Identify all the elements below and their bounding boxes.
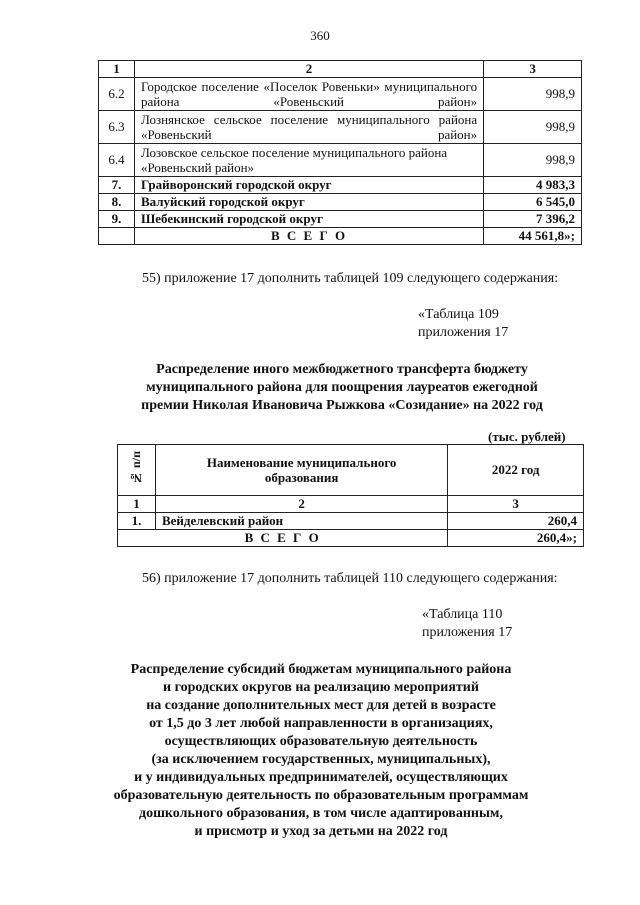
title-line: образовательную деятельность по образовательным программам: [113, 788, 529, 803]
row-name: Валуйский городской округ: [134, 194, 483, 211]
title-line: и у индивидуальных предпринимателей, осуществляющих: [134, 770, 508, 785]
header-name-line1: Наименование муниципального: [206, 455, 397, 470]
total-row: [118, 530, 584, 547]
continued-allocation-table: [98, 60, 582, 245]
total-label: В С Е Г О: [118, 530, 448, 547]
row-value: 998,9: [484, 111, 582, 144]
row-number: 6.4: [99, 144, 135, 177]
table-row: [99, 194, 582, 211]
row-number: 6.3: [99, 111, 135, 144]
title-line: и городских округов на реализацию мероприятий: [163, 680, 479, 695]
title-line: дошкольного образования, в том числе адаптированным,: [139, 806, 503, 821]
header-col-3: 3: [484, 61, 582, 78]
header-name-line2: образования: [264, 470, 339, 485]
table-110-ref-line2: приложения 17: [422, 625, 513, 640]
title-line: премии Николая Ивановича Рыжкова «Созидание» на 2022 год: [141, 398, 543, 413]
title-line: муниципального района для поощрения лауреатов ежегодной: [146, 380, 538, 395]
row-value: 6 545,0: [484, 194, 582, 211]
title-line: на создание дополнительных мест для детей в возрасте: [146, 698, 496, 713]
table-row: [99, 144, 582, 177]
total-value: 260,4»;: [448, 530, 584, 547]
total-value: 44 561,8»;: [484, 228, 582, 245]
header-year: 2022 год: [448, 445, 584, 496]
table-row: [118, 513, 584, 530]
table-109-reference: [418, 306, 508, 342]
row-number: 6.2: [99, 78, 135, 111]
paragraph-55: 55) приложение 17 дополнить таблицей 109 следующего содержания:: [142, 271, 559, 286]
row-name: Вейделевский район: [155, 513, 447, 530]
row-name: Лознянское сельское поселение муниципального района «Ровеньский район»: [134, 111, 483, 144]
title-line: и присмотр и уход за детьми на 2022 год: [194, 824, 448, 839]
header-name: [155, 445, 447, 496]
total-empty-cell: [99, 228, 135, 245]
table-109: [117, 444, 584, 547]
title-line: от 1,5 до 3 лет любой направленности в организациях,: [149, 716, 493, 731]
row-name: Городское поселение «Поселок Ровеньки» муниципального района «Ровеньский район»: [134, 78, 483, 111]
row-value: 998,9: [484, 78, 582, 111]
header-col-1: 1: [99, 61, 135, 78]
row-number: 7.: [99, 177, 135, 194]
title-line: Распределение субсидий бюджетам муниципального района: [130, 662, 512, 677]
paragraph-56: 56) приложение 17 дополнить таблицей 110 следующего содержания:: [142, 571, 558, 586]
table-109-ref-line2: приложения 17: [418, 325, 509, 340]
table-column-numbers-row: [118, 496, 584, 513]
col-number-2: 2: [155, 496, 447, 513]
row-value: 998,9: [484, 144, 582, 177]
header-number-cell: [118, 445, 156, 496]
title-line: осуществляющих образовательную деятельность: [164, 734, 478, 749]
table-row: [99, 211, 582, 228]
table-110-ref-line1: «Таблица 110: [422, 607, 503, 622]
row-value: 7 396,2: [484, 211, 582, 228]
col-number-1: 1: [118, 496, 156, 513]
row-number: 1.: [118, 513, 156, 530]
col-number-3: 3: [448, 496, 584, 513]
row-name: Грайворонский городской округ: [134, 177, 483, 194]
table-header-row: [118, 445, 584, 496]
table-110-reference: [422, 606, 512, 642]
row-number: 8.: [99, 194, 135, 211]
total-label: В С Е Г О: [134, 228, 483, 245]
row-name: Лозовское сельское поселение муниципального района «Ровеньский район»: [134, 144, 483, 177]
table-110-title: [98, 661, 544, 841]
table-109-title: [100, 361, 584, 415]
table-row: [99, 177, 582, 194]
unit-label: (тыс. рублей): [488, 429, 566, 444]
table-header-row: [99, 61, 582, 78]
header-number: № п/п: [128, 450, 143, 486]
table-109-ref-line1: «Таблица 109: [418, 307, 499, 322]
header-col-2: 2: [134, 61, 483, 78]
total-row: [99, 228, 582, 245]
row-value: 4 983,3: [484, 177, 582, 194]
row-number: 9.: [99, 211, 135, 228]
table-row: [99, 78, 582, 111]
page-number: 360: [310, 28, 330, 43]
row-name: Шебекинский городской округ: [134, 211, 483, 228]
title-line: (за исключением государственных, муниципальных),: [151, 752, 491, 767]
title-line: Распределение иного межбюджетного трансферта бюджету: [156, 362, 528, 377]
row-value: 260,4: [448, 513, 584, 530]
table-row: [99, 111, 582, 144]
